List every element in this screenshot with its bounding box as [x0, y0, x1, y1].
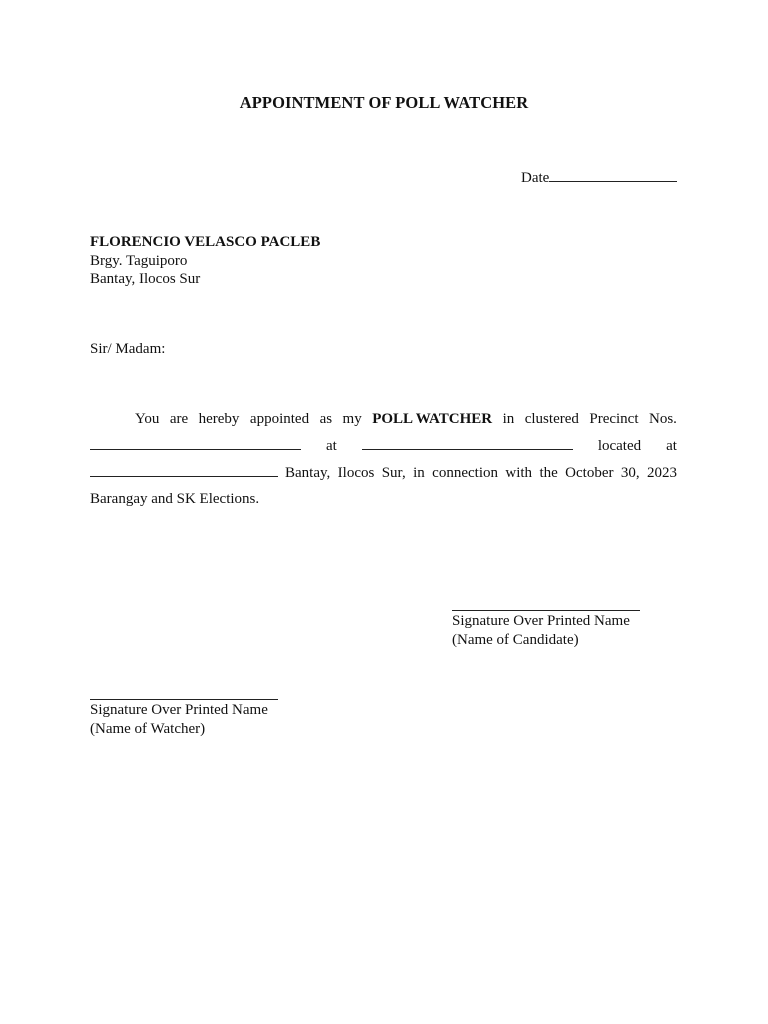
word: connection: [432, 464, 498, 481]
word: in: [413, 464, 425, 481]
date-blank-line: [549, 167, 677, 182]
word: at: [666, 437, 677, 454]
word: my: [342, 411, 362, 427]
paragraph-line-1: [90, 406, 677, 433]
addressee-address-line-1: Brgy. Taguiporo: [90, 252, 188, 269]
salutation: Sir/ Madam:: [90, 341, 166, 357]
word: 2023: [647, 464, 677, 481]
date-field: [521, 167, 677, 187]
paragraph-line-2: [90, 433, 677, 460]
paragraph-line-4: Barangay and SK Elections.: [90, 491, 260, 508]
watcher-signature-block: [90, 683, 278, 738]
word: Sur,: [381, 464, 406, 481]
word: Bantay,: [285, 464, 331, 481]
word: are: [169, 411, 189, 427]
candidate-signature-caption: Signature Over Printed Name: [452, 613, 630, 629]
candidate-signature-role: (Name of Candidate): [452, 631, 579, 648]
word: located: [597, 437, 642, 454]
word: with: [505, 464, 533, 481]
document-title: APPOINTMENT OF POLL WATCHER: [239, 93, 529, 112]
addressee-name: FLORENCIO VELASCO PACLEB: [90, 234, 321, 250]
addressee-block: [90, 233, 320, 289]
word: Ilocos: [337, 464, 375, 481]
word: October: [565, 464, 614, 481]
word: as: [319, 411, 333, 427]
addressee-address-line-2: Bantay, Ilocos Sur: [90, 271, 201, 287]
word: You: [135, 411, 160, 427]
venue-blank: [90, 463, 278, 477]
paragraph-line-3: [90, 460, 677, 487]
watcher-signature-line: [90, 683, 278, 700]
word: in: [502, 411, 515, 427]
word: Nos.: [649, 411, 677, 427]
precinct-location-blank: [362, 436, 573, 450]
paragraph-line-3-text: [278, 460, 677, 487]
word: Precinct: [589, 411, 639, 427]
word: the: [539, 464, 558, 481]
word: 30,: [620, 464, 640, 481]
watcher-signature-caption: Signature Over Printed Name: [90, 702, 268, 718]
appointment-paragraph: [90, 406, 677, 513]
poll-watcher-emphasis: POLL WATCHER: [372, 411, 493, 427]
date-label: Date: [521, 170, 550, 186]
word: hereby: [198, 411, 240, 427]
word: appointed: [249, 411, 310, 427]
candidate-signature-block: [452, 594, 640, 649]
watcher-signature-role: (Name of Watcher): [90, 720, 206, 737]
word: at: [326, 437, 337, 454]
candidate-signature-line: [452, 594, 640, 611]
word: clustered: [524, 411, 579, 427]
precinct-number-blank: [90, 436, 301, 450]
